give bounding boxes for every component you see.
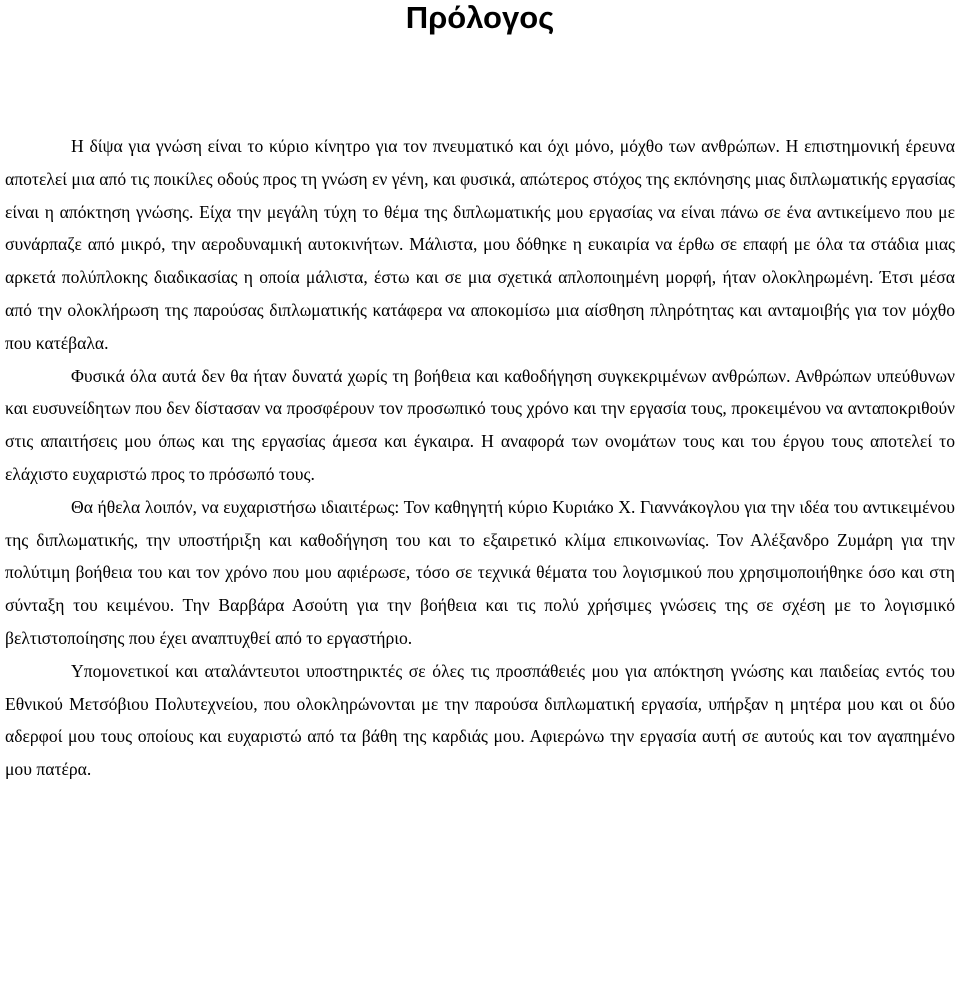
- paragraph-3: Θα ήθελα λοιπόν, να ευχαριστήσω ιδιαιτέρως: Τον καθηγητή κύριο Κυριάκο Χ. Γιαννάκογλου για την ιδέα του αντικειμένου της διπλωματικής, την υποστήριξη και καθοδήγηση του και το εξαιρετικό κλίμα επικοινωνίας. Τον Αλέξανδρο Ζυμάρη για την πολύτιμη βοήθεια του και τον χρόνο που μου αφιέρωσε, τόσο σε τεχνικά θέματα του λογισμικού που χρησιμοποιήθηκε όσο και στη σύνταξη του κειμένου. Την Βαρβάρα Ασούτη για την βοήθεια και τις πολύ χρήσιμες γνώσεις της σε σχέση με το λογισμικό βελτιστοποίησης που έχει αναπτυχθεί από το εργαστήριο.: [5, 496, 955, 648]
- paragraph-4: Υπομονετικοί και αταλάντευτοι υποστηρικτές σε όλες τις προσπάθειές μου για απόκτηση γνώσης και παιδείας εντός του Εθνικού Μετσόβιου Πολυτεχνείου, που ολοκληρώνονται με την παρούσα διπλωματική εργασία, υπήρξαν η μητέρα μου και οι δύο αδερφοί μου τους οποίους και ευχαριστώ από τα βάθη της καρδιάς μου. Αφιερώνω την εργασία αυτή σε αυτούς και τον αγαπημένο μου πατέρα.: [5, 660, 955, 780]
- paragraph-2: Φυσικά όλα αυτά δεν θα ήταν δυνατά χωρίς τη βοήθεια και καθοδήγηση συγκεκριμένων ανθρώπων. Ανθρώπων υπεύθυνων και ευσυνείδητων που δεν δίστασαν να προσφέρουν τον προσωπικό τους χρόνο και την εργασία τους, προκειμένου να ανταποκριθούν στις απαιτήσεις μου όπως και της εργασίας άμεσα και έγκαιρα. Η αναφορά των ονομάτων τους και του έργου τους αποτελεί το ελάχιστο ευχαριστώ προς το πρόσωπό τους.: [5, 365, 955, 484]
- page-title: Πρόλογος: [405, 0, 555, 35]
- paragraph-1: Η δίψα για γνώση είναι το κύριο κίνητρο για τον πνευματικό και όχι μόνο, μόχθο των ανθρώπων. Η επιστημονική έρευνα αποτελεί μια από τις ποικίλες οδούς προς τη γνώση εν γένη, και φυσικά, απώτερος στόχος της εκπόνησης μιας διπλωματικής εργασίας είναι η απόκτηση γνώσης. Είχα την μεγάλη τύχη το θέμα της διπλωματικής μου εργασίας να είναι πάνω σε ένα αντικείμενο που με συνάρπαζε από μικρό, την αεροδυναμική αυτοκινήτων. Μάλιστα, μου δόθηκε η ευκαιρία να έρθω σε επαφή με όλα τα στάδια μιας αρκετά πολύπλοκης διαδικασίας η οποία μάλιστα, έστω και σε μια σχετικά απλοποιημένη μορφή, ήταν ολοκληρωμένη. Έτσι μέσα από την ολοκλήρωση της παρούσας διπλωματικής κατάφερα να αποκομίσω μια αίσθηση πληρότητας και ανταμοιβής για τον μόχθο που κατέβαλα.: [5, 136, 955, 353]
- document-body: [5, 130, 955, 786]
